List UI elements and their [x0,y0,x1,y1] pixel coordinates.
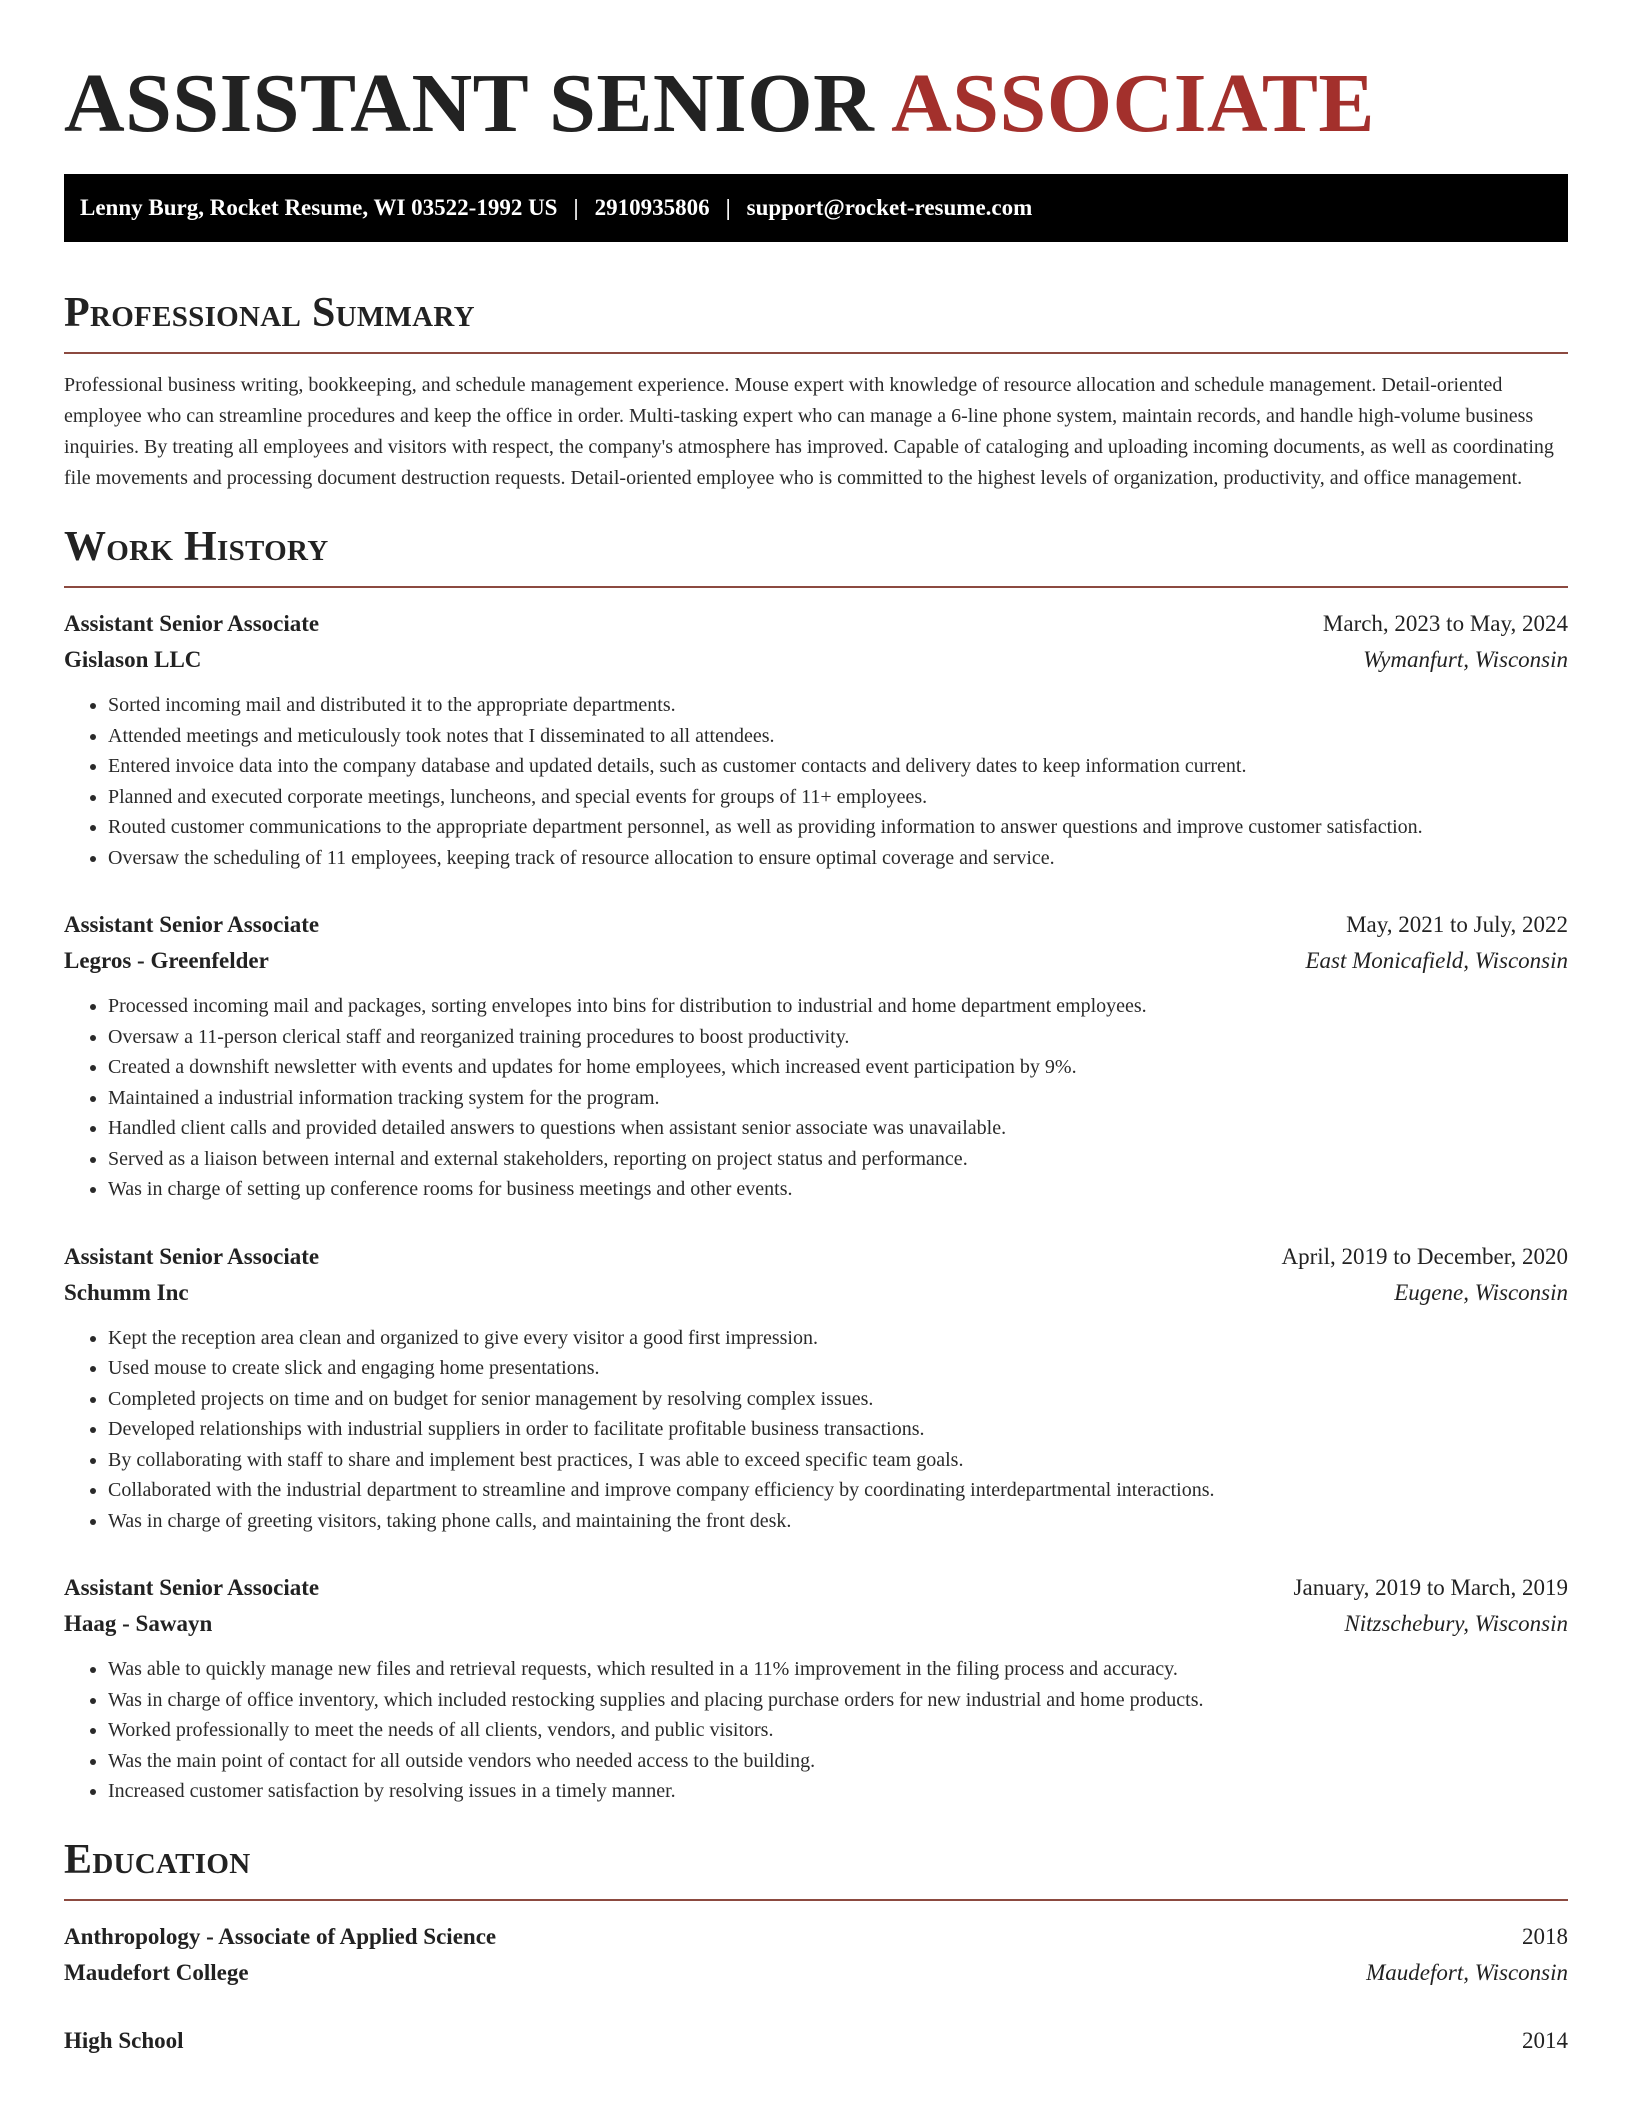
job-company-row [64,1606,1568,1642]
list-item: • Attended meetings and meticulously took notes that I disseminated to all attendees. [108,721,1568,752]
job-title: Assistant Senior Associate [64,611,320,636]
job-entry [64,1239,1568,1537]
job-company: Legros - Greenfelder [64,948,269,973]
list-item: • Completed projects on time and on budget for senior management by resolving complex issues. [108,1384,1568,1415]
job-dates: April, 2019 to December, 2020 [1281,1243,1568,1269]
job-header-row [64,1570,1568,1606]
education-section [64,1833,1568,2059]
work-history-section [64,520,1568,1807]
job-location: Eugene, Wisconsin [1394,1279,1568,1305]
job-bullets [64,991,1568,1205]
education-header-row [64,2023,1568,2059]
job-header-row [64,907,1568,943]
list-item: • Collaborated with the industrial department to streamline and improve company efficiency by coordinating interdepartmental interactions. [108,1475,1568,1506]
education-header-row [64,1919,1568,1955]
list-item: • Planned and executed corporate meetings, luncheons, and special events for groups of 11+ employees. [108,782,1568,813]
section-heading-education: Education [64,1833,1568,1901]
contact-bar [64,174,1568,242]
list-item: • Oversaw the scheduling of 11 employees, keeping track of resource allocation to ensure optimal coverage and service. [108,843,1568,874]
summary-text: Professional business writing, bookkeeping, and schedule management experience. Mouse expert with knowledge of resource allocation and schedule management. Detail-oriented employee who can streamline procedures and keep the office in order. Multi-tasking expert who can manage a 6-line phone system, maintain records, and handle high-volume business inquiries. By treating all employees and visitors with respect, the company's atmosphere has improved. Capable of cataloging and uploading incoming documents, as well as coordinating file movements and processing document destruction requests. Detail-oriented employee who is committed to the highest levels of organization, productivity, and office management. [64,374,1554,489]
list-item: • Sorted incoming mail and distributed it to the appropriate departments. [108,690,1568,721]
list-item: • Kept the reception area clean and organized to give every visitor a good first impression. [108,1323,1568,1354]
job-location: East Monicafield, Wisconsin [1305,948,1568,973]
job-bullets [64,690,1568,873]
job-entry [64,1570,1568,1807]
education-location: Maudefort, Wisconsin [1366,1959,1568,1985]
list-item: • Increased customer satisfaction by resolving issues in a timely manner. [108,1776,1568,1807]
job-header-row [64,606,1568,642]
list-item: • Was able to quickly manage new files and retrieval requests, which resulted in a 11% improvement in the filing process and accuracy. [108,1654,1568,1685]
education-degree: Anthropology - Associate of Applied Science [64,1923,497,1949]
section-heading-summary: Professional Summary [64,286,1568,354]
job-title: Assistant Senior Associate [64,1575,320,1600]
section-heading-work: Work History [64,520,1568,588]
contact-address: Lenny Burg, Rocket Resume, WI 03522-1992 US [80,195,558,220]
list-item: • By collaborating with staff to share and implement best practices, I was able to exceed specific team goals. [108,1445,1568,1476]
title-accent: ASSOCIATE [891,57,1375,150]
list-item: • Was in charge of greeting visitors, taking phone calls, and maintaining the front desk. [108,1506,1568,1537]
list-item: • Was in charge of office inventory, which included restocking supplies and placing purchase orders for new industrial and home products. [108,1685,1568,1716]
job-company-row [64,642,1568,678]
education-entry [64,2023,1568,2059]
job-location: Nitzschebury, Wisconsin [1344,1611,1568,1636]
job-title: Assistant Senior Associate [64,1243,320,1269]
job-bullets [64,1323,1568,1537]
job-company: Haag - Sawayn [64,1611,213,1636]
education-year: 2018 [1522,1923,1568,1949]
job-company: Gislason LLC [64,647,202,672]
professional-summary-section [64,286,1568,494]
list-item: • Was in charge of setting up conference rooms for business meetings and other events. [108,1174,1568,1205]
list-item: • Maintained a industrial information tracking system for the program. [108,1083,1568,1114]
job-title: Assistant Senior Associate [64,912,320,937]
education-entry [64,1919,1568,1991]
education-school-row [64,1955,1568,1991]
education-degree: High School [64,2027,184,2053]
education-school: Maudefort College [64,1959,249,1985]
list-item: • Served as a liaison between internal and external stakeholders, reporting on project status and performance. [108,1144,1568,1175]
list-item: • Entered invoice data into the company database and updated details, such as customer contacts and delivery dates to keep information current. [108,751,1568,782]
resume-title [64,54,1568,154]
job-location: Wymanfurt, Wisconsin [1363,647,1568,672]
job-dates: March, 2023 to May, 2024 [1322,611,1568,636]
job-dates: May, 2021 to July, 2022 [1346,912,1568,937]
job-bullets [64,1654,1568,1807]
job-dates: January, 2019 to March, 2019 [1293,1575,1568,1600]
contact-separator: | [573,195,579,220]
job-company: Schumm Inc [64,1279,189,1305]
list-item: • Handled client calls and provided detailed answers to questions when assistant senior associate was unavailable. [108,1113,1568,1144]
list-item: • Worked professionally to meet the needs of all clients, vendors, and public visitors. [108,1715,1568,1746]
list-item: • Developed relationships with industrial suppliers in order to facilitate profitable business transactions. [108,1414,1568,1445]
job-company-row [64,943,1568,979]
job-company-row [64,1275,1568,1311]
list-item: • Processed incoming mail and packages, sorting envelopes into bins for distribution to industrial and home department employees. [108,991,1568,1022]
job-header-row [64,1239,1568,1275]
contact-phone: 2910935806 [594,195,710,220]
contact-email: support@rocket-resume.com [746,195,1033,220]
contact-separator: | [725,195,731,220]
title-main: ASSISTANT SENIOR [64,57,875,150]
job-entry [64,606,1568,873]
list-item: • Oversaw a 11-person clerical staff and reorganized training procedures to boost productivity. [108,1022,1568,1053]
education-year: 2014 [1522,2027,1568,2053]
list-item: • Used mouse to create slick and engaging home presentations. [108,1353,1568,1384]
list-item: • Was the main point of contact for all outside vendors who needed access to the building. [108,1746,1568,1777]
job-entry [64,907,1568,1205]
list-item: • Created a downshift newsletter with events and updates for home employees, which increased event participation by 9%. [108,1052,1568,1083]
list-item: • Routed customer communications to the appropriate department personnel, as well as providing information to answer questions and improve customer satisfaction. [108,812,1568,843]
